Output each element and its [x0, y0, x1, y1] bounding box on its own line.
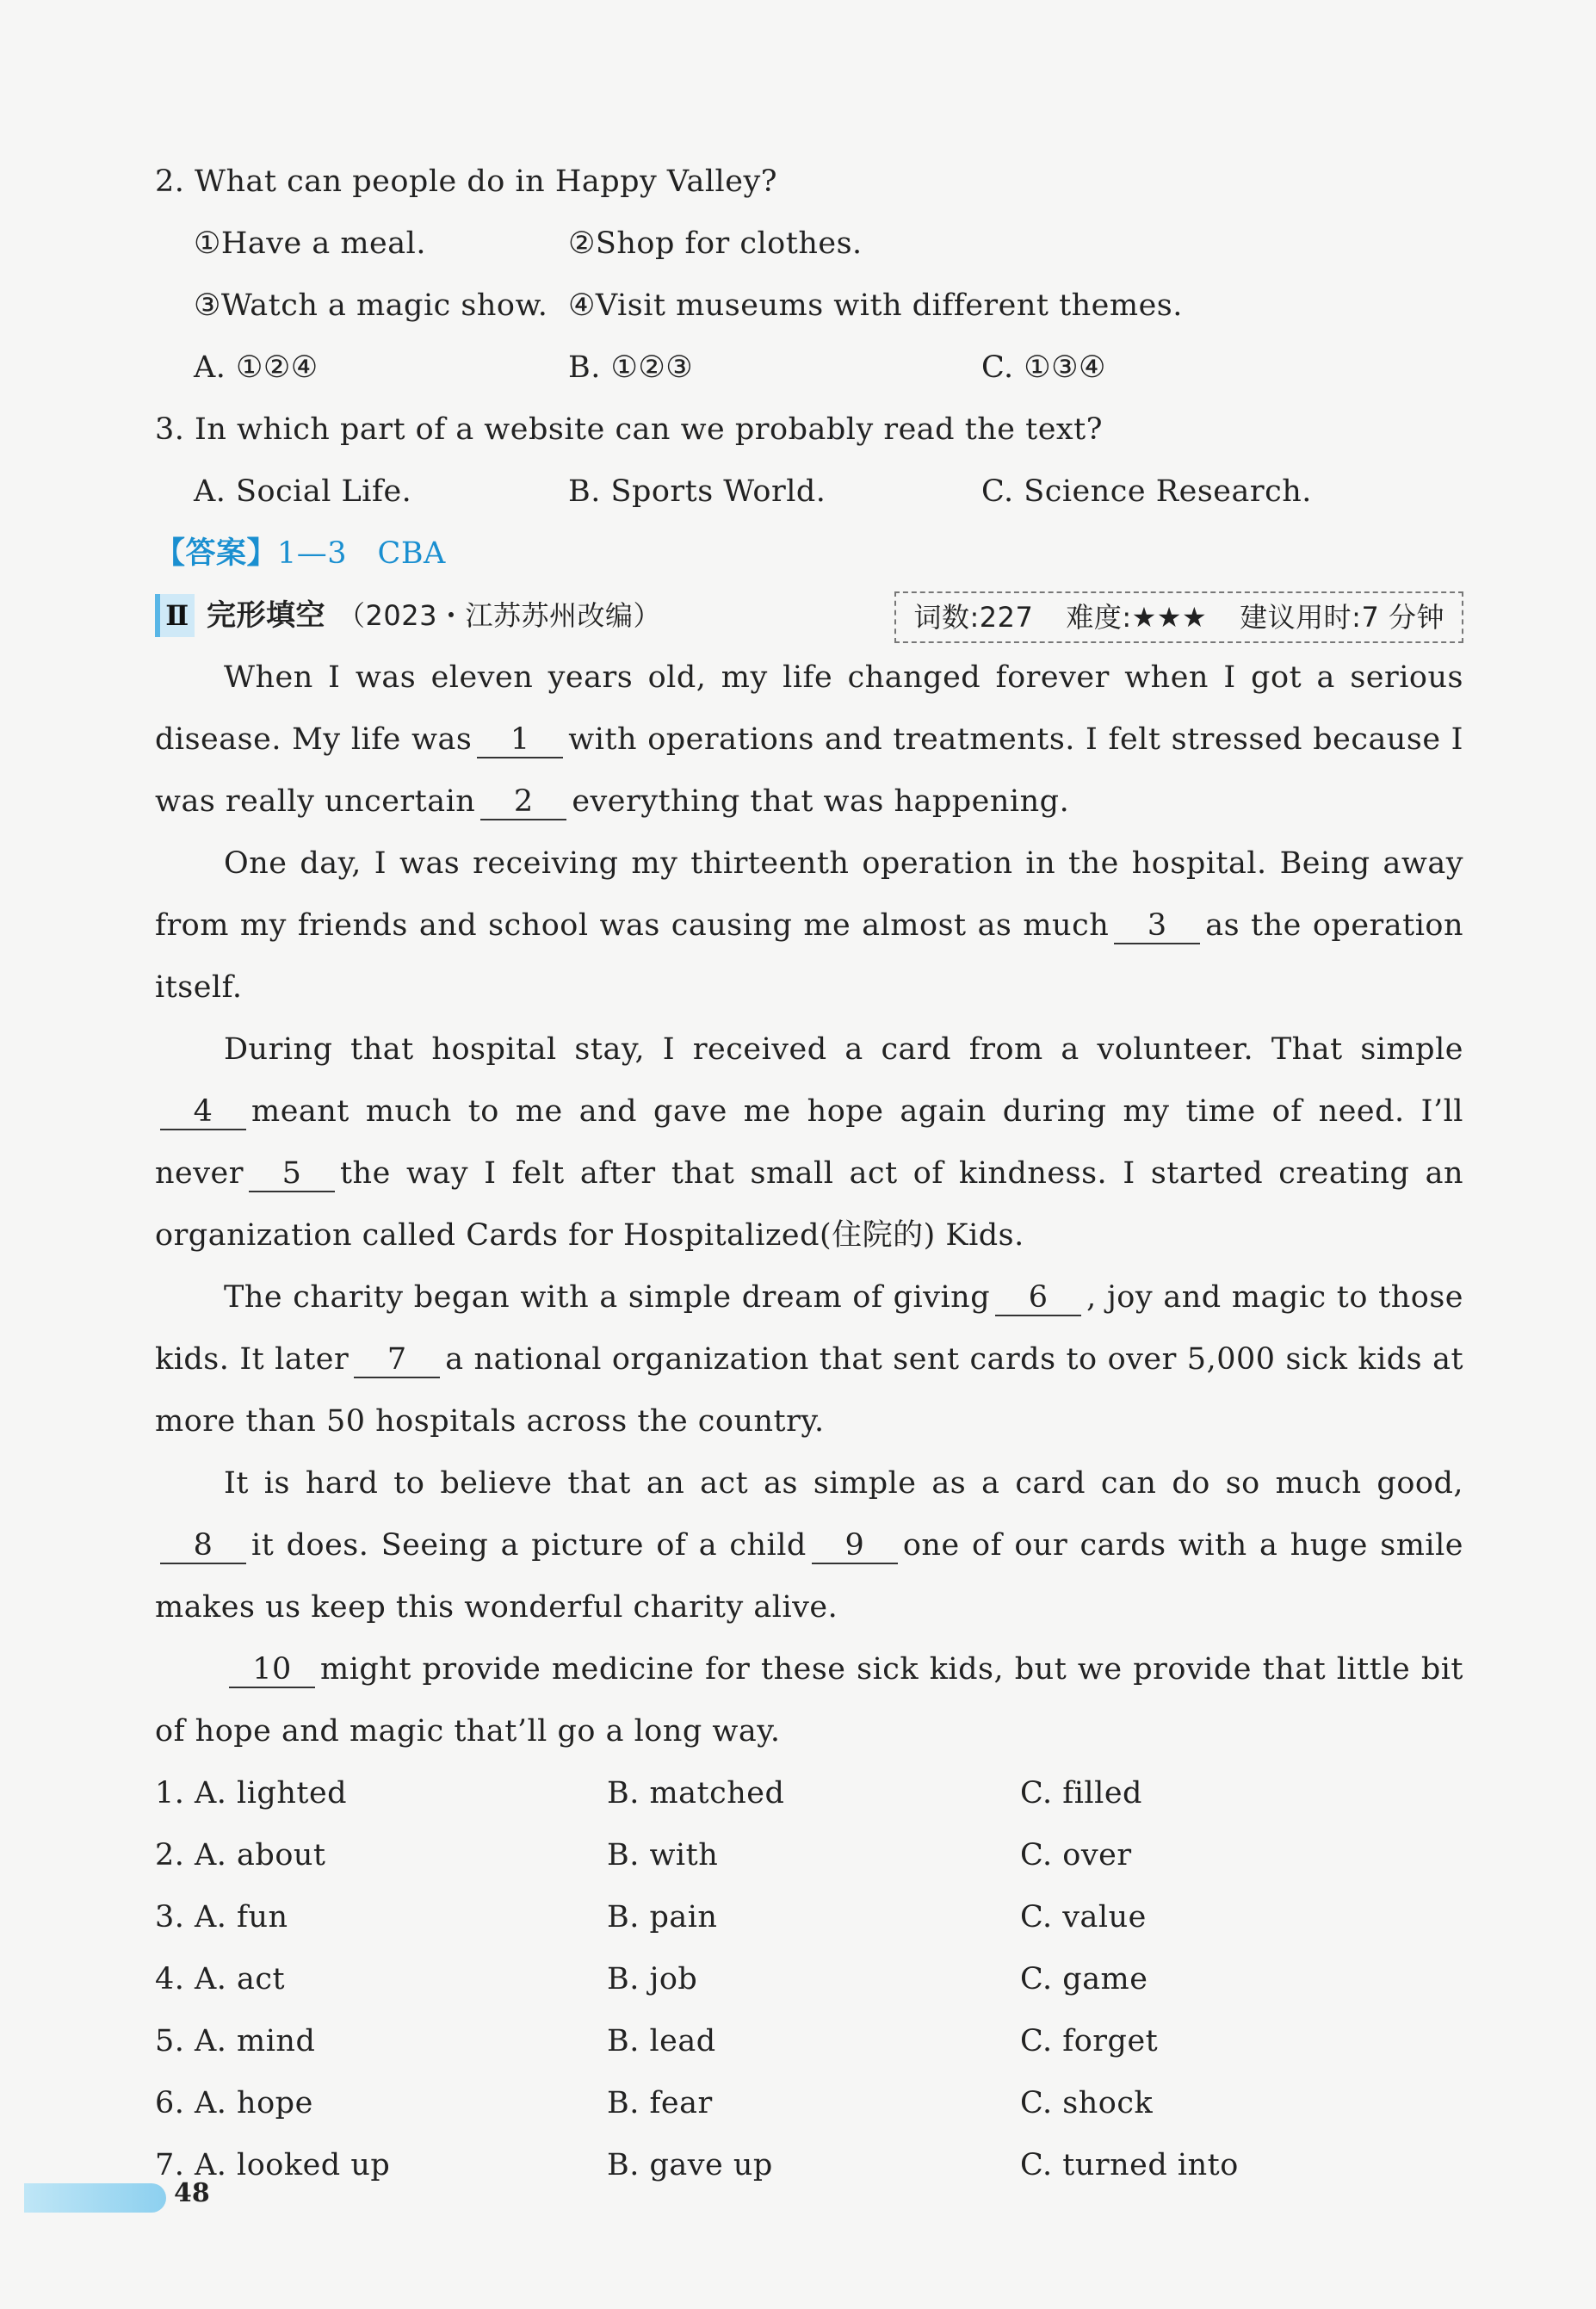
- blank-9: 9: [812, 1528, 898, 1564]
- option-c: C. game: [1020, 1962, 1148, 1996]
- question-2-choices: [155, 337, 1463, 399]
- mc-row-5: [155, 2010, 1463, 2072]
- answer-tag: 【答案】: [155, 536, 278, 571]
- choice-a: A. ①②④: [194, 350, 319, 385]
- passage-text: The charity began with a simple dream of giving: [224, 1280, 991, 1315]
- difficulty: [1066, 601, 1207, 634]
- option-b: B. pain: [607, 1900, 718, 1934]
- option-b: B. fear: [607, 2086, 713, 2120]
- blank-10: 10: [229, 1652, 315, 1688]
- answer-text: 1—3 CBA: [277, 536, 446, 571]
- circled-option-3: ③Watch a magic show.: [194, 288, 548, 323]
- question-3-stem: 3. In which part of a website can we probably read the text?: [155, 412, 1103, 447]
- paragraph-5: [155, 1452, 1463, 1638]
- difficulty-label: 难度:: [1066, 601, 1132, 634]
- option-a: 4. A. act: [155, 1962, 286, 1996]
- content: [155, 151, 1463, 2196]
- section-source: （2023・江苏苏州改编）: [337, 599, 661, 632]
- option-b: B. job: [607, 1962, 698, 1996]
- choice-b: B. Sports World.: [568, 474, 826, 509]
- question-2-circled-row-1: [155, 213, 1463, 275]
- passage-text: one of our cards with a huge smile makes us keep this wonderful charity alive.: [155, 1528, 1463, 1625]
- paragraph-3: [155, 1018, 1463, 1266]
- mc-row-4: [155, 1948, 1463, 2010]
- difficulty-stars: ★★★: [1131, 601, 1208, 634]
- mc-options: [155, 1762, 1463, 2196]
- paragraph-2: [155, 833, 1463, 1018]
- meta-box: [894, 591, 1463, 643]
- option-c: C. value: [1020, 1900, 1147, 1934]
- page-number-bar: [24, 2183, 166, 2213]
- passage-text: with operations and treatments. I felt stressed because I was really uncertain: [155, 722, 1463, 819]
- mc-row-3: [155, 1886, 1463, 1948]
- suggested-time: 建议用时:7 分钟: [1240, 601, 1444, 634]
- option-c: C. forget: [1020, 2024, 1159, 2058]
- question-2-circled-row-2: [155, 275, 1463, 337]
- passage-text: meant much to me and gave me hope again during my time of need. I’ll never: [155, 1094, 1463, 1191]
- option-a: 7. A. looked up: [155, 2148, 391, 2182]
- passage-text: a national organization that sent cards to over 5,000 sick kids at more than 50 hospitals across the country.: [155, 1342, 1464, 1439]
- option-a: 2. A. about: [155, 1838, 326, 1873]
- passage-text: it does. Seeing a picture of a child: [251, 1528, 807, 1563]
- option-c: C. shock: [1020, 2086, 1154, 2120]
- page-number: 48: [174, 2178, 210, 2208]
- passage-text: One day, I was receiving my thirteenth operation in the hospital. Being away from my friends and school was causing me almost as much: [155, 846, 1463, 943]
- option-c: C. filled: [1020, 1776, 1142, 1811]
- question-3-choices: [155, 461, 1463, 523]
- blank-5: 5: [249, 1156, 335, 1192]
- option-a: 5. A. mind: [155, 2024, 316, 2058]
- paragraph-6: [155, 1638, 1463, 1762]
- choice-c: C. Science Research.: [981, 474, 1312, 509]
- passage-text: When I was eleven years old, my life changed forever when I got a serious disease. My life was: [155, 660, 1463, 757]
- choice-c: C. ①③④: [981, 350, 1106, 385]
- option-b: B. with: [607, 1838, 719, 1873]
- passage-text: the way I felt after that small act of kindness. I started creating an organization called Cards for Hospitalized(住院的) Kids.: [155, 1156, 1463, 1253]
- paragraph-4: [155, 1266, 1463, 1452]
- circled-option-1: ①Have a meal.: [194, 226, 426, 261]
- passage-text: , joy and magic to those kids. It later: [155, 1280, 1463, 1377]
- option-b: B. matched: [607, 1776, 785, 1811]
- passage-text: It is hard to believe that an act as simple as a card can do so much good,: [224, 1466, 1463, 1501]
- option-c: C. over: [1020, 1838, 1132, 1873]
- passage-text: everything that was happening.: [572, 784, 1070, 819]
- option-b: B. gave up: [607, 2148, 773, 2182]
- option-a: 1. A. lighted: [155, 1776, 348, 1811]
- word-count: 词数:227: [913, 601, 1034, 634]
- paragraph-1: [155, 647, 1463, 833]
- option-a: 6. A. hope: [155, 2086, 313, 2120]
- passage: [155, 647, 1463, 1762]
- passage-text: as the operation itself.: [155, 908, 1464, 1005]
- blank-2: 2: [480, 784, 566, 820]
- blank-7: 7: [354, 1342, 440, 1378]
- mc-row-7: [155, 2134, 1463, 2196]
- circled-option-2: ②Shop for clothes.: [568, 226, 863, 261]
- section-header: [155, 585, 1463, 647]
- section-number: Ⅱ: [155, 594, 195, 637]
- section-title: 完形填空: [207, 598, 325, 633]
- question-2-stem: 2. What can people do in Happy Valley?: [155, 164, 777, 199]
- option-a: 3. A. fun: [155, 1900, 288, 1934]
- option-b: B. lead: [607, 2024, 716, 2058]
- answer-line: [155, 523, 1463, 585]
- blank-1: 1: [477, 722, 563, 758]
- blank-3: 3: [1114, 908, 1200, 944]
- choice-a: A. Social Life.: [194, 474, 412, 509]
- option-c: C. turned into: [1020, 2148, 1239, 2182]
- blank-6: 6: [995, 1280, 1081, 1316]
- choice-b: B. ①②③: [568, 350, 694, 385]
- circled-option-4: ④Visit museums with different themes.: [568, 288, 1183, 323]
- passage-text: During that hospital stay, I received a card from a volunteer. That simple: [224, 1032, 1463, 1067]
- blank-8: 8: [160, 1528, 246, 1564]
- mc-row-1: [155, 1762, 1463, 1824]
- mc-row-2: [155, 1824, 1463, 1886]
- mc-row-6: [155, 2072, 1463, 2134]
- blank-4: 4: [160, 1094, 246, 1130]
- passage-text: might provide medicine for these sick kids, but we provide that little bit of hope and magic that’ll go a long way.: [155, 1652, 1463, 1749]
